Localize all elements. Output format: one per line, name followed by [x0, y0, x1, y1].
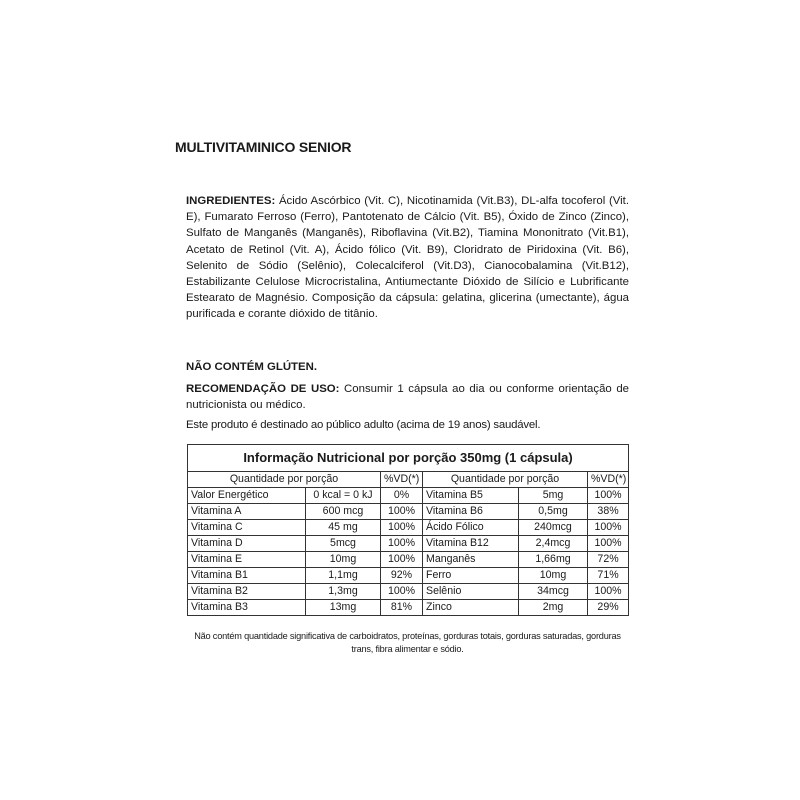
ingredients-text: Ácido Ascórbico (Vit. C), Nicotinamida (Vit.B3), DL-alfa tocoferol (Vit. E), Fumarato Ferroso (Ferro), Pantotenato de Cálcio (Vit. B5), Óxido de Zinco (Zinco), Sulfato de Manganês (Manganês), Riboflavina (Vit.B2), Tiamina Mononitrato (Vit.B1), Acetato de Retinol (Vit. A), Ácido fólico (Vit. B9), Cloridrato de Piridoxina (Vit. B6), Selenito de Sódio (Selênio), Colecalciferol (Vit.D3), Cianocobalamina (Vit.B12), Estabilizante Celulose Microcristalina, Antiumectante Dióxido de Silício e Lubrificante Estearato de Magnésio. Composição da cápsula: gelatina, glicerina (umectante), água purificada e corante dióxido de titânio. — [186, 195, 629, 321]
ingredients-paragraph — [186, 193, 629, 323]
col-header-quantity: Quantidade por porção — [423, 472, 588, 488]
nutrient-quantity: 5mcg — [306, 536, 381, 552]
product-title: MULTIVITAMINICO SENIOR — [175, 139, 352, 155]
table-row — [188, 536, 629, 552]
nutrient-name: Vitamina B5 — [423, 488, 519, 504]
table-row — [188, 600, 629, 616]
nutrient-quantity: 0,5mg — [519, 504, 588, 520]
nutrient-quantity: 2mg — [519, 600, 588, 616]
nutrient-name: Ferro — [423, 568, 519, 584]
nutrient-vd: 81% — [381, 600, 423, 616]
nutrient-name: Vitamina D — [188, 536, 306, 552]
recommendation-paragraph — [186, 382, 629, 413]
table-row — [188, 488, 629, 504]
nutrient-quantity: 1,3mg — [306, 584, 381, 600]
nutrient-name: Vitamina B3 — [188, 600, 306, 616]
nutrient-vd: 100% — [588, 536, 629, 552]
adult-notice: Este produto é destinado ao público adulto (acima de 19 anos) saudável. — [186, 419, 541, 431]
nutrient-name: Zinco — [423, 600, 519, 616]
nutrient-quantity: 240mcg — [519, 520, 588, 536]
nutrient-vd: 92% — [381, 568, 423, 584]
nutrient-name: Ácido Fólico — [423, 520, 519, 536]
table-row — [188, 584, 629, 600]
nutrient-quantity: 1,1mg — [306, 568, 381, 584]
nutrient-quantity: 10mg — [306, 552, 381, 568]
nutrient-vd: 38% — [588, 504, 629, 520]
nutrient-vd: 72% — [588, 552, 629, 568]
ingredients-label: INGREDIENTES: — [186, 195, 276, 207]
nutrient-vd: 29% — [588, 600, 629, 616]
nutrient-vd: 71% — [588, 568, 629, 584]
col-header-vd: %VD(*) — [381, 472, 423, 488]
nutrient-name: Manganês — [423, 552, 519, 568]
table-row — [188, 520, 629, 536]
nutrient-quantity: 5mg — [519, 488, 588, 504]
nutrient-quantity: 45 mg — [306, 520, 381, 536]
nutrient-name: Vitamina E — [188, 552, 306, 568]
nutrition-table-header-row — [188, 472, 629, 488]
nutrient-name: Vitamina B2 — [188, 584, 306, 600]
table-row — [188, 504, 629, 520]
nutrition-table-title: Informação Nutricional por porção 350mg (1 cápsula) — [188, 445, 629, 472]
col-header-vd: %VD(*) — [588, 472, 629, 488]
recommendation-text: Consumir 1 cápsula ao dia ou conforme orientação de nutricionista ou médico. — [186, 383, 629, 411]
nutrient-name: Vitamina A — [188, 504, 306, 520]
col-header-quantity: Quantidade por porção — [188, 472, 381, 488]
nutrient-vd: 100% — [381, 536, 423, 552]
gluten-notice: NÃO CONTÉM GLÚTEN. — [186, 361, 317, 373]
nutrient-quantity: 600 mcg — [306, 504, 381, 520]
nutrient-name: Vitamina B1 — [188, 568, 306, 584]
nutrient-name: Vitamina B6 — [423, 504, 519, 520]
table-row — [188, 568, 629, 584]
nutrient-vd: 100% — [381, 552, 423, 568]
nutrient-quantity: 34mcg — [519, 584, 588, 600]
table-row — [188, 552, 629, 568]
nutrient-quantity: 1,66mg — [519, 552, 588, 568]
nutrient-quantity: 13mg — [306, 600, 381, 616]
nutrient-name: Selênio — [423, 584, 519, 600]
nutrient-vd: 100% — [381, 504, 423, 520]
nutrient-name: Valor Energético — [188, 488, 306, 504]
nutrient-vd: 0% — [381, 488, 423, 504]
nutrition-footnote: Não contém quantidade significativa de carboidratos, proteínas, gorduras totais, gorduras saturadas, gorduras trans, fibra alimentar e sódio. — [194, 631, 621, 654]
nutrient-quantity: 10mg — [519, 568, 588, 584]
nutrient-vd: 100% — [381, 520, 423, 536]
nutrient-name: Vitamina C — [188, 520, 306, 536]
nutrient-quantity: 2,4mcg — [519, 536, 588, 552]
nutrient-quantity: 0 kcal = 0 kJ — [306, 488, 381, 504]
nutrient-vd: 100% — [588, 584, 629, 600]
nutrient-vd: 100% — [588, 520, 629, 536]
nutrition-table — [187, 444, 629, 616]
nutrient-vd: 100% — [381, 584, 423, 600]
nutrient-name: Vitamina B12 — [423, 536, 519, 552]
nutrient-vd: 100% — [588, 488, 629, 504]
recommendation-label: RECOMENDAÇÃO DE USO: — [186, 383, 340, 395]
